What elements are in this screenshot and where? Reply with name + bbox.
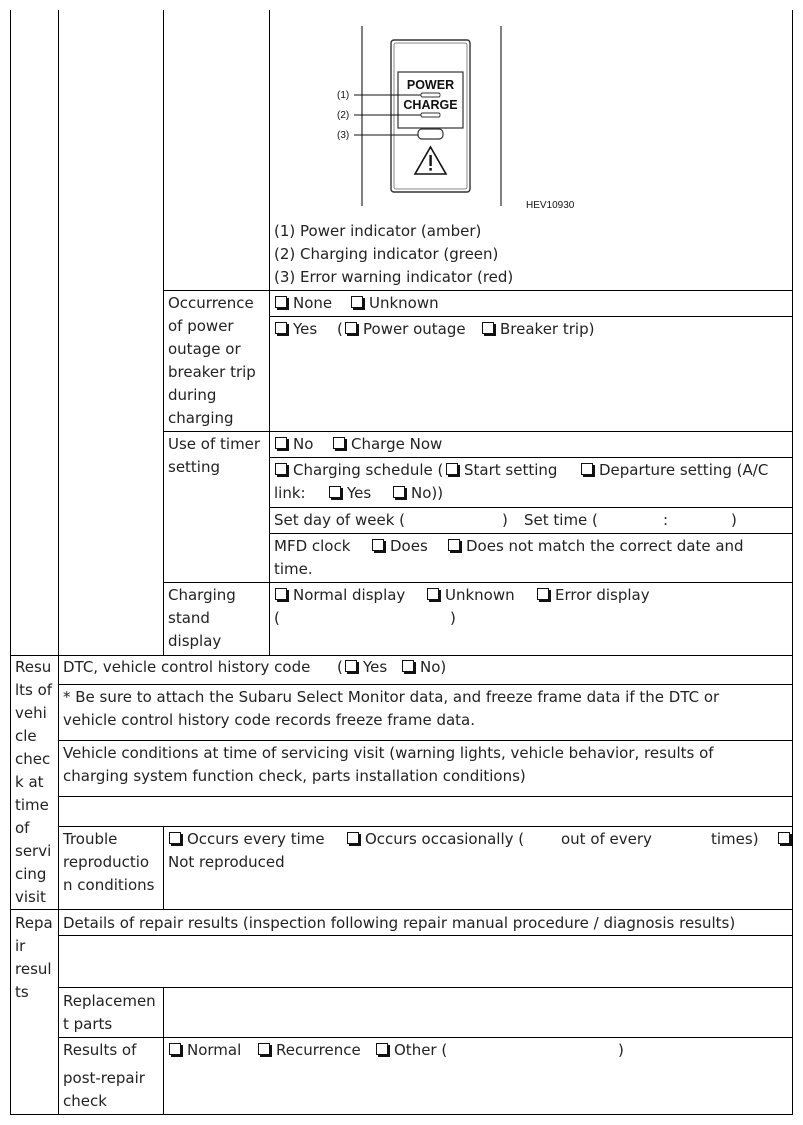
stand-paren-open: (	[274, 609, 280, 627]
timer-charge-now-option[interactable]: Charge Now	[332, 433, 442, 456]
not-reproduced-checkbox[interactable]	[777, 828, 796, 851]
outage-breaker-trip-option[interactable]: Breaker trip)	[481, 318, 594, 341]
checkbox[interactable]	[482, 322, 494, 334]
results-check-label-8: of	[15, 819, 30, 837]
power-outage-label-2: of power	[168, 317, 234, 335]
checkbox[interactable]	[347, 832, 359, 844]
trouble-label-2: reproductio	[63, 853, 150, 871]
outage-power-outage-option[interactable]: Power outage	[344, 318, 466, 341]
set-time-label: Set time (	[524, 511, 598, 529]
results-check-label-10: cing	[15, 865, 47, 883]
row-line	[269, 316, 793, 317]
row-line	[269, 507, 793, 508]
row-line	[269, 457, 793, 458]
attach-note-line-1: * Be sure to attach the Subaru Select Monitor data, and freeze frame data if the DTC or	[63, 688, 720, 706]
out-of-every-text: out of every	[561, 830, 652, 848]
trouble-label-1: Trouble	[63, 830, 118, 848]
row-line	[58, 796, 793, 797]
checkbox[interactable]	[169, 1043, 181, 1055]
outage-paren: (	[337, 320, 343, 338]
repair-label-3: resul	[15, 960, 52, 978]
results-check-label-5: chec	[15, 750, 51, 768]
stand-unknown-option[interactable]: Unknown	[426, 584, 515, 607]
row-line	[163, 431, 793, 432]
dtc-yes-option[interactable]: Yes	[344, 656, 387, 679]
timer-link-yes-option[interactable]: Yes	[328, 482, 371, 505]
checkbox[interactable]	[446, 463, 458, 475]
row-line	[58, 987, 793, 988]
results-check-label-11: visit	[15, 888, 46, 906]
checkbox[interactable]	[402, 660, 414, 672]
timer-no-option[interactable]: No	[274, 433, 313, 456]
border-right	[792, 10, 793, 1115]
col-line-3-repair	[163, 987, 164, 1115]
mfd-clock-label: MFD clock	[274, 537, 351, 555]
post-repair-label-2: post-repair	[63, 1069, 145, 1087]
checkbox[interactable]	[537, 588, 549, 600]
callout-3: (3)	[337, 130, 350, 141]
row-line	[163, 582, 793, 583]
panel-power-label: POWER	[406, 78, 455, 92]
stand-label-1: Charging	[168, 586, 236, 604]
row-line	[58, 684, 793, 685]
callout-1: (1)	[337, 90, 350, 101]
stand-error-option[interactable]: Error display	[536, 584, 650, 607]
col-line-2	[58, 10, 59, 1115]
post-repair-label-1: Results of	[63, 1041, 137, 1059]
post-recurrence-option[interactable]: Recurrence	[257, 1039, 361, 1062]
power-outage-label-5: during	[168, 386, 217, 404]
checkbox[interactable]	[169, 832, 181, 844]
row-line	[58, 740, 793, 741]
results-check-label-9: servi	[15, 842, 52, 860]
repair-label-4: ts	[15, 983, 29, 1001]
repair-label-1: Repa	[15, 914, 53, 932]
charger-indicator-figure	[330, 22, 600, 214]
repair-details-label: Details of repair results (inspection following repair manual procedure / diagnosis results)	[63, 914, 736, 932]
col-line-3-top	[163, 10, 164, 655]
trouble-label-3: n conditions	[63, 876, 155, 894]
results-check-label-2: lts of	[15, 681, 53, 699]
post-normal-option[interactable]: Normal	[168, 1039, 241, 1062]
checkbox[interactable]	[275, 322, 287, 334]
checkbox[interactable]	[372, 539, 384, 551]
caption-charging-indicator: (2) Charging indicator (green)	[274, 245, 499, 263]
results-check-label-6: k at	[15, 773, 44, 791]
not-reproduced-label: Not reproduced	[168, 853, 285, 871]
results-check-label-3: vehi	[15, 704, 47, 722]
checkbox[interactable]	[345, 660, 357, 672]
times-text: times)	[711, 830, 759, 848]
checkbox[interactable]	[275, 437, 287, 449]
results-check-label-1: Resu	[15, 658, 52, 676]
outage-yes-option[interactable]: Yes	[274, 318, 317, 341]
outage-unknown-option[interactable]: Unknown	[350, 292, 439, 315]
checkbox[interactable]	[329, 486, 341, 498]
table-bottom-border	[10, 1114, 793, 1115]
timer-schedule-option[interactable]: Charging schedule (	[274, 459, 443, 482]
set-time-close: )	[731, 511, 737, 529]
timer-start-setting-option[interactable]: Start setting	[445, 459, 557, 482]
set-day-close: )	[502, 511, 508, 529]
checkbox[interactable]	[333, 437, 345, 449]
occurs-occasionally-option[interactable]: Occurs occasionally (	[346, 828, 524, 851]
callout-2: (2)	[337, 110, 350, 121]
dtc-label: DTC, vehicle control history code	[63, 658, 311, 676]
checkbox[interactable]	[778, 832, 790, 844]
checkbox[interactable]	[345, 322, 357, 334]
border-left	[10, 10, 11, 1115]
panel-charge-label: CHARGE	[403, 98, 458, 112]
row-line	[269, 533, 793, 534]
post-other-option[interactable]: Other (	[375, 1039, 447, 1062]
stand-label-2: stand	[168, 609, 210, 627]
replacement-label-1: Replacemen	[63, 992, 156, 1010]
replacement-label-2: t parts	[63, 1015, 113, 1033]
checkbox[interactable]	[275, 463, 287, 475]
outage-none-option[interactable]: None	[274, 292, 332, 315]
power-outage-label-6: charging	[168, 409, 234, 427]
caption-power-indicator: (1) Power indicator (amber)	[274, 222, 482, 240]
repair-label-2: ir	[15, 937, 26, 955]
timer-link-no-option[interactable]: No))	[392, 482, 443, 505]
set-time-colon: :	[663, 511, 669, 529]
vehicle-conditions-line-2: charging system function check, parts installation conditions)	[63, 767, 526, 785]
attach-note-line-2: vehicle control history code records freeze frame data.	[63, 711, 476, 729]
checkbox[interactable]	[393, 486, 405, 498]
stand-normal-option[interactable]: Normal display	[274, 584, 405, 607]
results-check-label-4: cle	[15, 727, 37, 745]
power-outage-label-1: Occurrence	[168, 294, 254, 312]
mfd-does-option[interactable]: Does	[371, 535, 428, 558]
occurs-every-time-option[interactable]: Occurs every time	[168, 828, 325, 851]
post-repair-label-3: check	[63, 1092, 107, 1110]
stand-paren-close: )	[450, 609, 456, 627]
dtc-paren: (	[337, 658, 343, 676]
mfd-does-not-cont: time.	[274, 560, 313, 578]
power-outage-label-4: breaker trip	[168, 363, 256, 381]
row-line	[58, 1037, 793, 1038]
row-line	[58, 935, 793, 936]
row-line	[163, 290, 793, 291]
mfd-does-not-option[interactable]: Does not match the correct date and	[447, 535, 744, 558]
caption-error-indicator: (3) Error warning indicator (red)	[274, 268, 514, 286]
checkbox[interactable]	[275, 588, 287, 600]
stand-label-3: display	[168, 632, 222, 650]
col-line-4	[269, 10, 270, 655]
checkbox[interactable]	[275, 296, 287, 308]
power-outage-label-3: outage or	[168, 340, 241, 358]
timer-departure-setting-option[interactable]: Departure setting (A/C	[580, 459, 768, 482]
checkbox[interactable]	[581, 463, 593, 475]
timer-label-1: Use of timer	[168, 435, 261, 453]
col-line-3-trouble	[163, 826, 164, 909]
vehicle-conditions-line-1: Vehicle conditions at time of servicing visit (warning lights, vehicle behavior, results of	[63, 744, 714, 762]
row-line	[10, 909, 793, 910]
post-other-close: )	[618, 1041, 624, 1059]
results-check-label-7: time	[15, 796, 49, 814]
timer-link-label: link:	[274, 484, 306, 502]
checkbox[interactable]	[448, 539, 460, 551]
checkbox[interactable]	[351, 296, 363, 308]
set-day-label: Set day of week (	[274, 511, 406, 529]
checkbox[interactable]	[258, 1043, 270, 1055]
row-line	[58, 826, 793, 827]
timer-label-2: setting	[168, 458, 221, 476]
figure-code: HEV10930	[526, 200, 575, 211]
checkbox[interactable]	[427, 588, 439, 600]
dtc-no-option[interactable]: No)	[401, 656, 446, 679]
checkbox[interactable]	[376, 1043, 388, 1055]
